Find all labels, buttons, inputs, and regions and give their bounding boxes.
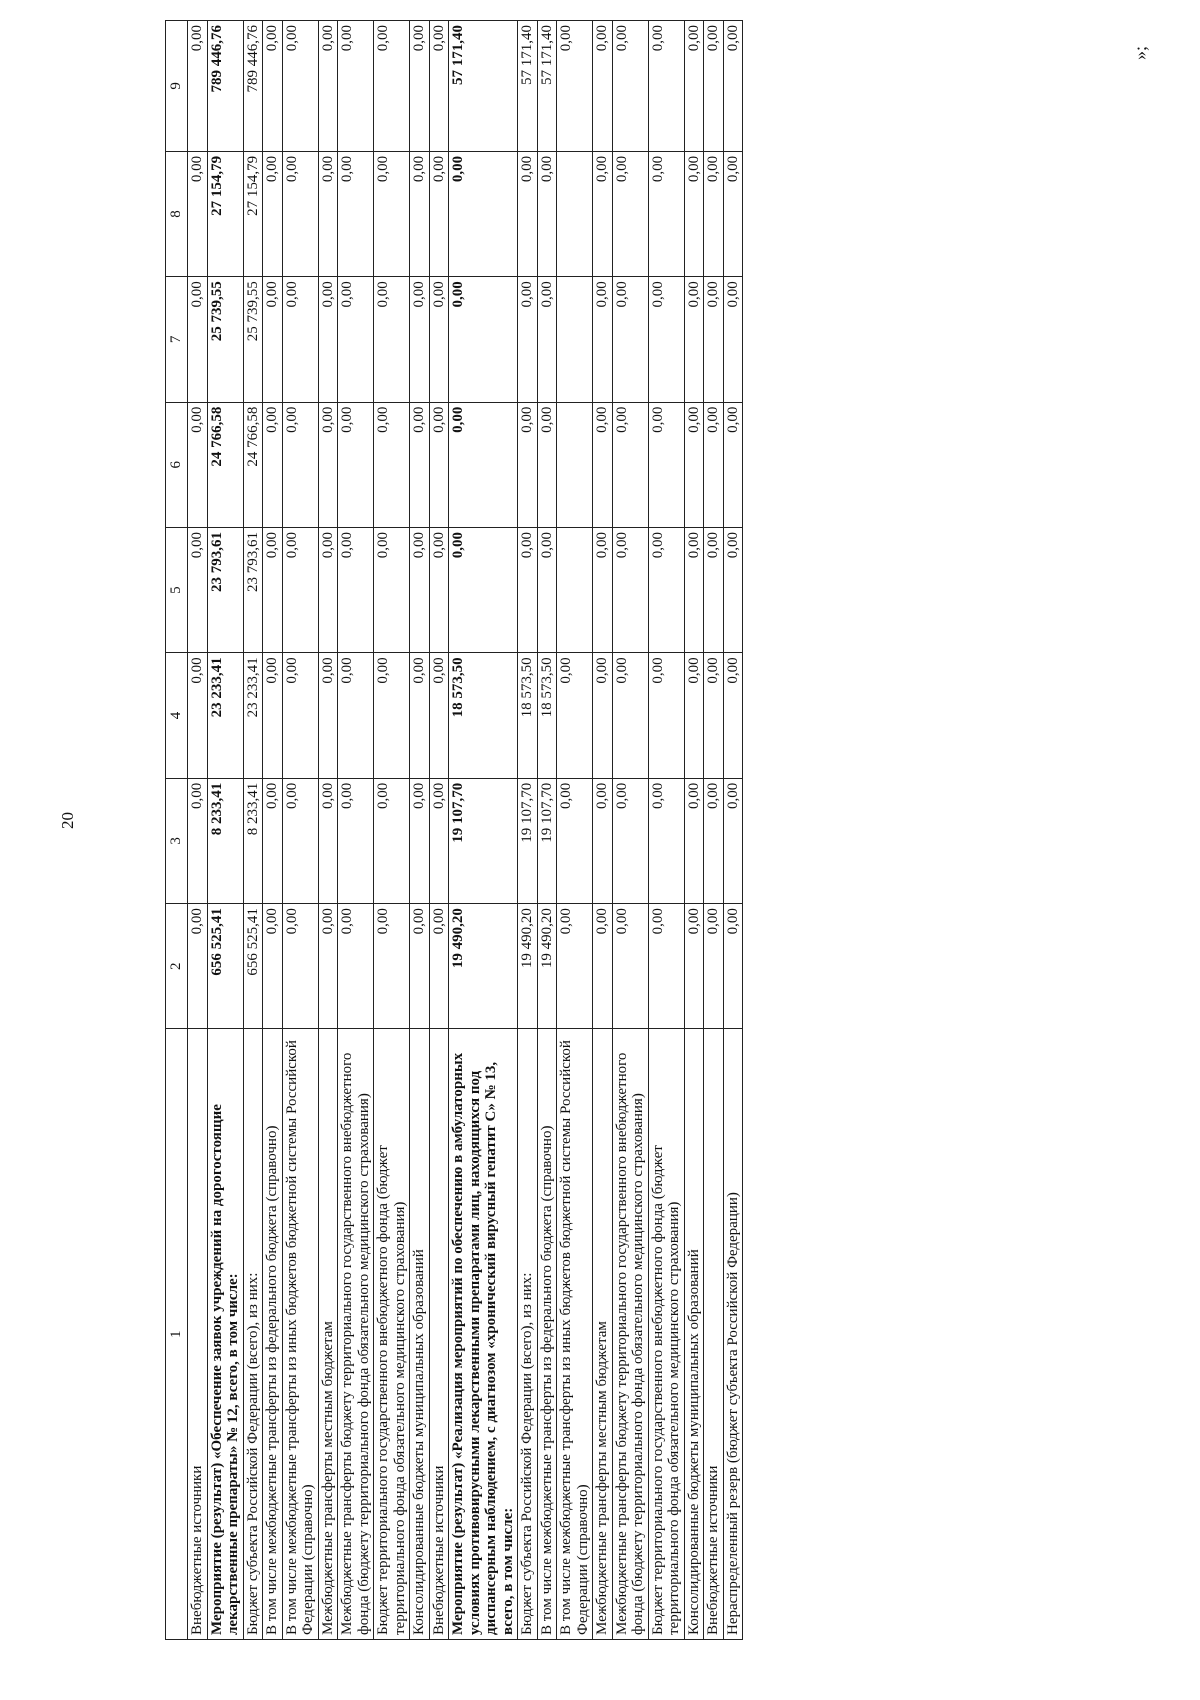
cell-value: 0,00 — [263, 904, 283, 1029]
row-label: Внебюджетные источники — [429, 1029, 449, 1640]
cell-value: 19 490,20 — [537, 904, 557, 1029]
cell-value: 0,00 — [188, 653, 208, 778]
cell-value: 0,00 — [648, 151, 684, 276]
table-row-measure — [449, 21, 518, 1640]
cell-value: 0,00 — [263, 21, 283, 152]
cell-value: 0,00 — [684, 402, 704, 527]
cell-value — [557, 527, 593, 652]
cell-value: 0,00 — [723, 402, 743, 527]
table-row — [410, 21, 430, 1640]
table-body — [188, 21, 743, 1640]
cell-value: 0,00 — [410, 778, 430, 903]
cell-value: 0,00 — [374, 151, 410, 276]
cell-value: 0,00 — [723, 21, 743, 152]
cell-value: 0,00 — [429, 653, 449, 778]
cell-value: 0,00 — [282, 151, 318, 276]
cell-value: 0,00 — [684, 904, 704, 1029]
cell-value: 0,00 — [537, 277, 557, 402]
cell-value: 0,00 — [263, 151, 283, 276]
cell-value — [557, 151, 593, 276]
cell-value: 0,00 — [684, 778, 704, 903]
cell-value: 0,00 — [648, 778, 684, 903]
cell-value: 0,00 — [723, 527, 743, 652]
cell-value: 0,00 — [684, 277, 704, 402]
cell-value: 18 573,50 — [518, 653, 538, 778]
cell-value: 0,00 — [282, 778, 318, 903]
cell-value: 25 739,55 — [243, 277, 263, 402]
column-header-8: 8 — [166, 151, 188, 276]
column-header-7: 7 — [166, 277, 188, 402]
cell-value: 0,00 — [593, 21, 613, 152]
row-label: Межбюджетные трансферты бюджету территориального государственного внебюджетного фонда (бюджету территориального фонда обязательного медицинского страхования) — [612, 1029, 648, 1640]
cell-value: 0,00 — [429, 151, 449, 276]
cell-value: 0,00 — [612, 904, 648, 1029]
cell-value: 789 446,76 — [243, 21, 263, 152]
budget-table — [165, 20, 743, 1640]
cell-value: 789 446,76 — [207, 21, 243, 152]
cell-value: 0,00 — [188, 402, 208, 527]
cell-value: 0,00 — [704, 527, 724, 652]
cell-value: 0,00 — [410, 402, 430, 527]
table-row — [188, 21, 208, 1640]
cell-value: 0,00 — [518, 402, 538, 527]
cell-value: 19 490,20 — [449, 904, 518, 1029]
cell-value: 0,00 — [282, 21, 318, 152]
cell-value: 0,00 — [612, 402, 648, 527]
table-row — [374, 21, 410, 1640]
row-label: В том числе межбюджетные трансферты из федерального бюджета (справочно) — [537, 1029, 557, 1640]
table-row — [282, 21, 318, 1640]
table-row — [318, 21, 338, 1640]
cell-value: 0,00 — [648, 527, 684, 652]
cell-value: 0,00 — [593, 778, 613, 903]
cell-value: 0,00 — [374, 527, 410, 652]
table-row — [557, 21, 593, 1640]
column-header-2: 2 — [166, 904, 188, 1029]
column-header-9: 9 — [166, 21, 188, 152]
cell-value: 0,00 — [338, 904, 374, 1029]
cell-value: 0,00 — [410, 277, 430, 402]
page-number: 20 — [58, 812, 77, 829]
cell-value: 0,00 — [704, 904, 724, 1029]
cell-value: 0,00 — [188, 527, 208, 652]
cell-value: 0,00 — [557, 653, 593, 778]
cell-value: 0,00 — [318, 527, 338, 652]
cell-value: 0,00 — [648, 21, 684, 152]
cell-value: 0,00 — [449, 402, 518, 527]
cell-value: 0,00 — [374, 277, 410, 402]
table-row — [243, 21, 263, 1640]
cell-value: 0,00 — [263, 527, 283, 652]
cell-value: 656 525,41 — [243, 904, 263, 1029]
cell-value: 0,00 — [648, 653, 684, 778]
cell-value: 0,00 — [410, 653, 430, 778]
row-label: Мероприятие (результат) «Обеспечение заявок учреждений на дорогостоящие лекарственные препараты» № 12, всего, в том числе: — [207, 1029, 243, 1640]
cell-value: 19 107,70 — [449, 778, 518, 903]
row-label: В том числе межбюджетные трансферты из федерального бюджета (справочно) — [263, 1029, 283, 1640]
cell-value: 25 739,55 — [207, 277, 243, 402]
cell-value: 0,00 — [684, 527, 704, 652]
column-header-4: 4 — [166, 653, 188, 778]
table-row — [704, 21, 724, 1640]
cell-value: 23 793,61 — [243, 527, 263, 652]
cell-value: 0,00 — [282, 402, 318, 527]
cell-value: 0,00 — [429, 904, 449, 1029]
row-label: Бюджет субъекта Российской Федерации (всего), из них: — [243, 1029, 263, 1640]
row-label: Внебюджетные источники — [704, 1029, 724, 1640]
row-label: Консолидированные бюджеты муниципальных образований — [410, 1029, 430, 1640]
cell-value: 24 766,58 — [243, 402, 263, 527]
column-header-3: 3 — [166, 778, 188, 903]
column-header-1: 1 — [166, 1029, 188, 1640]
cell-value: 0,00 — [537, 151, 557, 276]
cell-value: 18 573,50 — [449, 653, 518, 778]
cell-value: 0,00 — [593, 527, 613, 652]
cell-value: 8 233,41 — [207, 778, 243, 903]
cell-value: 0,00 — [557, 904, 593, 1029]
cell-value: 0,00 — [704, 21, 724, 152]
cell-value: 0,00 — [338, 653, 374, 778]
row-label: В том числе межбюджетные трансферты из иных бюджетов бюджетной системы Российской Федерации (справочно) — [282, 1029, 318, 1640]
table-row — [593, 21, 613, 1640]
cell-value: 57 171,40 — [449, 21, 518, 152]
cell-value: 0,00 — [518, 151, 538, 276]
table-row — [537, 21, 557, 1640]
cell-value: 27 154,79 — [207, 151, 243, 276]
table-row — [684, 21, 704, 1640]
cell-value: 0,00 — [282, 277, 318, 402]
cell-value: 0,00 — [374, 21, 410, 152]
cell-value: 19 107,70 — [537, 778, 557, 903]
row-label: Бюджет территориального государственного внебюджетного фонда (бюджет территориального фонда обязательного медицинского страхования) — [374, 1029, 410, 1640]
cell-value: 0,00 — [612, 778, 648, 903]
cell-value: 57 171,40 — [518, 21, 538, 152]
row-label: Межбюджетные трансферты местным бюджетам — [593, 1029, 613, 1640]
cell-value: 0,00 — [593, 151, 613, 276]
cell-value: 0,00 — [188, 778, 208, 903]
cell-value: 0,00 — [648, 402, 684, 527]
cell-value: 0,00 — [410, 21, 430, 152]
cell-value: 23 233,41 — [207, 653, 243, 778]
cell-value: 0,00 — [704, 778, 724, 903]
cell-value: 0,00 — [263, 778, 283, 903]
cell-value: 0,00 — [374, 904, 410, 1029]
row-label: Нераспределенный резерв (бюджет субъекта Российской Федерации) — [723, 1029, 743, 1640]
cell-value: 0,00 — [338, 277, 374, 402]
cell-value: 23 793,61 — [207, 527, 243, 652]
cell-value: 0,00 — [612, 527, 648, 652]
cell-value: 0,00 — [704, 653, 724, 778]
table-row — [612, 21, 648, 1640]
column-header-6: 6 — [166, 402, 188, 527]
cell-value: 0,00 — [449, 151, 518, 276]
cell-value: 0,00 — [704, 402, 724, 527]
cell-value: 0,00 — [338, 778, 374, 903]
cell-value: 0,00 — [612, 277, 648, 402]
cell-value: 0,00 — [648, 904, 684, 1029]
cell-value: 0,00 — [338, 151, 374, 276]
cell-value: 0,00 — [612, 21, 648, 152]
cell-value: 0,00 — [518, 277, 538, 402]
cell-value: 0,00 — [518, 527, 538, 652]
row-label: Бюджет территориального государственного внебюджетного фонда (бюджет территориального фонда обязательного медицинского страхования) — [648, 1029, 684, 1640]
cell-value: 0,00 — [282, 904, 318, 1029]
cell-value: 0,00 — [429, 778, 449, 903]
cell-value: 0,00 — [282, 653, 318, 778]
cell-value: 0,00 — [723, 151, 743, 276]
row-label: В том числе межбюджетные трансферты из иных бюджетов бюджетной системы Российской Федерации (справочно) — [557, 1029, 593, 1640]
cell-value: 0,00 — [338, 402, 374, 527]
cell-value: 0,00 — [318, 653, 338, 778]
cell-value: 57 171,40 — [537, 21, 557, 152]
cell-value: 0,00 — [374, 778, 410, 903]
cell-value: 0,00 — [374, 653, 410, 778]
cell-value: 0,00 — [648, 277, 684, 402]
table-row-measure — [207, 21, 243, 1640]
cell-value: 0,00 — [410, 527, 430, 652]
cell-value: 0,00 — [318, 904, 338, 1029]
row-label: Внебюджетные источники — [188, 1029, 208, 1640]
cell-value: 24 766,58 — [207, 402, 243, 527]
cell-value: 0,00 — [429, 527, 449, 652]
cell-value: 0,00 — [263, 653, 283, 778]
cell-value: 0,00 — [537, 402, 557, 527]
rotated-page-content — [165, 20, 1085, 1640]
cell-value: 0,00 — [684, 151, 704, 276]
cell-value: 0,00 — [188, 21, 208, 152]
cell-value: 0,00 — [723, 778, 743, 903]
cell-value — [557, 277, 593, 402]
cell-value: 0,00 — [723, 277, 743, 402]
table-header-row — [166, 21, 188, 1640]
table-row — [518, 21, 538, 1640]
cell-value — [557, 402, 593, 527]
table-row — [263, 21, 283, 1640]
table-row — [338, 21, 374, 1640]
cell-value: 0,00 — [593, 402, 613, 527]
cell-value: 0,00 — [263, 277, 283, 402]
cell-value: 0,00 — [723, 653, 743, 778]
cell-value: 19 107,70 — [518, 778, 538, 903]
cell-value: 0,00 — [449, 527, 518, 652]
cell-value: 0,00 — [593, 653, 613, 778]
cell-value: 0,00 — [449, 277, 518, 402]
cell-value: 0,00 — [410, 904, 430, 1029]
cell-value: 0,00 — [684, 653, 704, 778]
cell-value: 0,00 — [318, 778, 338, 903]
row-label: Мероприятие (результат) «Реализация мероприятий по обеспечению в амбулаторных условиях противовирусными лекарственными препаратами лиц, находящихся под диспансерным наблюдением, с диагнозом «хронический вирусный гепатит С» № 13, всего, в том числе: — [449, 1029, 518, 1640]
cell-value: 0,00 — [410, 151, 430, 276]
cell-value: 0,00 — [263, 402, 283, 527]
cell-value: 0,00 — [318, 21, 338, 152]
row-label: Бюджет субъекта Российской Федерации (всего), из них: — [518, 1029, 538, 1640]
cell-value: 0,00 — [429, 277, 449, 402]
cell-value: 27 154,79 — [243, 151, 263, 276]
cell-value: 0,00 — [593, 277, 613, 402]
cell-value: 0,00 — [557, 21, 593, 152]
column-header-5: 5 — [166, 527, 188, 652]
cell-value: 0,00 — [593, 904, 613, 1029]
cell-value: 0,00 — [612, 653, 648, 778]
cell-value: 0,00 — [188, 151, 208, 276]
cell-value: 0,00 — [338, 527, 374, 652]
cell-value: 0,00 — [537, 527, 557, 652]
cell-value: 0,00 — [684, 21, 704, 152]
row-label: Межбюджетные трансферты бюджету территориального государственного внебюджетного фонда (бюджету территориального фонда обязательного медицинского страхования) — [338, 1029, 374, 1640]
cell-value: 0,00 — [374, 402, 410, 527]
table-row — [723, 21, 743, 1640]
cell-value: 23 233,41 — [243, 653, 263, 778]
cell-value: 0,00 — [188, 904, 208, 1029]
table-row — [429, 21, 449, 1640]
cell-value: 0,00 — [429, 21, 449, 152]
cell-value: 0,00 — [318, 151, 338, 276]
cell-value: 0,00 — [338, 21, 374, 152]
cell-value: 0,00 — [723, 904, 743, 1029]
cell-value: 0,00 — [704, 151, 724, 276]
cell-value: 0,00 — [704, 277, 724, 402]
cell-value: 8 233,41 — [243, 778, 263, 903]
cell-value: 0,00 — [318, 277, 338, 402]
cell-value: 656 525,41 — [207, 904, 243, 1029]
cell-value: 0,00 — [429, 402, 449, 527]
table-row — [648, 21, 684, 1640]
cell-value: 0,00 — [188, 277, 208, 402]
closing-mark: »; — [1130, 45, 1150, 60]
cell-value: 0,00 — [282, 527, 318, 652]
cell-value: 0,00 — [612, 151, 648, 276]
cell-value: 18 573,50 — [537, 653, 557, 778]
row-label: Консолидированные бюджеты муниципальных образований — [684, 1029, 704, 1640]
cell-value: 19 490,20 — [518, 904, 538, 1029]
row-label: Межбюджетные трансферты местным бюджетам — [318, 1029, 338, 1640]
cell-value: 0,00 — [318, 402, 338, 527]
cell-value: 0,00 — [557, 778, 593, 903]
